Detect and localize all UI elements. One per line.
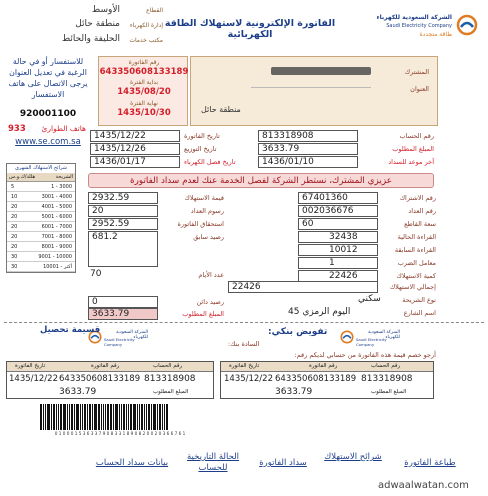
slip-bank-col-account: رقم الحساب <box>371 363 401 369</box>
tariff-range: 8001 - 9000 <box>41 244 72 250</box>
tariff-row <box>7 262 75 272</box>
multiplier: 1 <box>329 258 335 268</box>
amount-due-label: المبلغ المطلوب <box>392 145 434 153</box>
subscriber-address-line <box>251 87 371 88</box>
tariff-rate: 10 <box>11 194 18 200</box>
company-logo <box>352 8 480 48</box>
barcode-bar <box>153 404 156 430</box>
inquiry-notice: للاستفسار أو في حالة الرغبة في تعديل العنوان يرجى الاتصال على هاتف الاستفسار <box>8 57 88 99</box>
meter-panel <box>228 192 438 288</box>
barcode-bar <box>164 404 165 430</box>
barcode-bar <box>141 404 143 430</box>
tariff-rate: 20 <box>11 204 18 210</box>
prev-reading-cell <box>298 244 378 256</box>
account-no-cell <box>258 130 358 142</box>
barcode-bar <box>74 404 75 430</box>
tariff-link[interactable]: شرائح الاستهلاك <box>324 452 382 462</box>
slip-collect-header <box>7 362 213 372</box>
amount-due: 3633.79 <box>262 144 300 154</box>
tariff-row <box>7 252 75 262</box>
admin-value: منطقة حائل <box>75 19 120 29</box>
barcode-bar <box>126 404 127 430</box>
slip-bank-invoice: 643350608133189 <box>275 374 357 384</box>
page-title: الفاتورة الإلكترونية لاستهلاك الطاقة الكهربائية <box>164 18 336 40</box>
slip-table-bank <box>220 361 434 399</box>
tariff-range: 1 - 3000 <box>51 184 72 190</box>
slip-bank-col-date: تاريخ الفاتورة <box>229 363 260 369</box>
subscription-no-cell <box>298 192 378 204</box>
bank-label: السادة بنك: <box>228 340 260 348</box>
days-label: عدد الأيام <box>198 271 224 279</box>
cut-date-cell <box>90 156 180 168</box>
total-cell <box>88 308 158 320</box>
tariff-row <box>7 222 75 232</box>
sec-logo-icon <box>340 330 354 344</box>
disconnect-warning: عزيزي المشترك، نستطر الشركة لفصل الخدمة عنك لعدم سداد الفاتورة <box>88 173 434 188</box>
dist-date: 1435/12/26 <box>94 144 146 154</box>
tariff-row <box>7 182 75 192</box>
pay-invoice-link[interactable]: سداد الفاتورة <box>259 458 307 468</box>
slip-collect-amount: 3633.79 <box>59 387 97 397</box>
tariff-range: 6001 - 7000 <box>41 224 72 230</box>
prev-balance: 681.2 <box>92 232 118 242</box>
barcode <box>40 404 200 430</box>
barcode-bar <box>84 404 86 430</box>
barcode-bar <box>144 404 145 430</box>
amount-due-cell <box>258 143 358 155</box>
website-link[interactable]: www.se.com.sa <box>15 137 81 147</box>
invoice-number-label: رقم الفاتورة <box>128 59 160 66</box>
last-payment: 1436/01/10 <box>262 157 314 167</box>
invoice-date-label: تاريخ الفاتورة <box>184 132 220 140</box>
tariff-rate: 20 <box>11 244 18 250</box>
prev-balance-label: رصيد سابق <box>193 233 224 241</box>
collect-title: قسيمة تحصيل <box>40 325 101 335</box>
current-reading-cell <box>298 231 378 243</box>
multiplier-label: معامل الضرب <box>397 259 436 267</box>
prev-reading-label: القراءة السابقة <box>394 246 436 254</box>
tariff-rate: 5 <box>11 184 15 190</box>
cut-date-label: تاريخ فصل الكهرباء <box>184 158 236 166</box>
total-consumption-cell <box>228 281 378 293</box>
barcode-bar <box>98 404 100 430</box>
slip-collect-col-account: رقم الحساب <box>153 363 183 369</box>
tariff-range: 7001 - 8000 <box>41 234 72 240</box>
slip-bank-header <box>221 362 433 372</box>
barcode-bar <box>166 404 168 430</box>
tariff-range: 4001 - 5000 <box>41 204 72 210</box>
slip-bank-date: 1435/12/22 <box>224 374 273 384</box>
barcode-bar <box>67 404 68 430</box>
slip-bank-col-amount: المبلغ المطلوب <box>371 389 407 395</box>
tariff-header-row <box>7 173 75 182</box>
consumption: 22426 <box>329 271 358 281</box>
current-reading: 32438 <box>329 232 358 242</box>
barcode-bar <box>43 404 44 430</box>
capacity: 60 <box>302 219 314 229</box>
capacity-cell <box>298 218 378 230</box>
barcode-bar <box>113 404 114 430</box>
prev-reading: 10012 <box>329 245 358 255</box>
barcode-bar <box>151 404 152 430</box>
office-label: مكتب خدمات <box>129 37 163 44</box>
meter-no-label: رقم العداد <box>408 207 436 215</box>
account-no-label: رقم الحساب <box>399 132 434 140</box>
office-value: الحليفة والحائط <box>61 34 120 44</box>
tariff-rate: 30 <box>11 254 18 260</box>
due-cell <box>88 218 158 230</box>
prev-balance-cell <box>88 231 158 267</box>
barcode-bar <box>128 404 129 430</box>
bank-authorize-title: تفويض بنكي: <box>268 327 328 337</box>
account-no: 813318908 <box>262 131 314 141</box>
consumption-value: 2932.59 <box>92 193 130 203</box>
barcode-bar <box>92 404 93 430</box>
barcode-bar <box>60 404 62 430</box>
slip-collect-col-amount: المبلغ المطلوب <box>153 389 189 395</box>
invoice-date: 1435/12/22 <box>94 131 146 141</box>
barcode-bar <box>40 404 42 430</box>
slip-collect-account: 813318908 <box>144 374 196 384</box>
account-history-link[interactable]: الحالة التاريخية للحساب <box>186 452 240 473</box>
tariff-rate: 20 <box>11 214 18 220</box>
barcode-bar <box>103 404 104 430</box>
tear-line <box>4 322 484 323</box>
sec-slip-logo-right <box>340 327 400 347</box>
tariff-rate: 20 <box>11 224 18 230</box>
period-start-value: 1435/08/20 <box>117 87 171 97</box>
consumption-value-cell <box>88 192 158 204</box>
meter-no-cell <box>298 205 378 217</box>
barcode-bar <box>159 404 161 430</box>
consumption-label: كمية الاستهلاك <box>396 272 436 280</box>
barcode-bar <box>56 404 57 430</box>
barcode-bar <box>119 404 120 430</box>
bank-instruction: أرجو خصم قيمة هذه الفاتورة من حسابي لديكم رقم: <box>294 351 436 359</box>
total-consumption-label: إجمالي الاستهلاك <box>389 283 436 291</box>
tariff-row <box>7 192 75 202</box>
slip-company-en-left: Saudi Electricity Company <box>104 337 135 347</box>
subscriber-address-label: العنوان <box>410 85 429 93</box>
subscription-no-label: رقم الاشتراك <box>399 194 436 202</box>
tariff-header-range: الشريحة <box>55 174 73 180</box>
barcode-bar <box>121 404 122 430</box>
slip-company-en: Saudi Electricity Company <box>356 337 387 347</box>
watermark: adwaalwatan.com <box>378 480 469 491</box>
barcode-bar <box>133 404 136 430</box>
tariff-row <box>7 242 75 252</box>
dist-date-cell <box>90 143 180 155</box>
subscription-no: 67401360 <box>302 193 348 203</box>
subscriber-panel <box>190 56 438 126</box>
period-end-value: 1435/10/30 <box>117 108 171 118</box>
sector-value: الأوسط <box>91 5 120 15</box>
due: 2952.59 <box>92 219 130 229</box>
slip-collect-col-date: تاريخ الفاتورة <box>15 363 46 369</box>
meter-fee: 20 <box>92 206 104 216</box>
slip-collect-invoice: 643350608133189 <box>59 374 141 384</box>
barcode-bar <box>82 404 83 430</box>
street-value: اليوم الرمزي 45 <box>288 307 351 317</box>
total-label: المبلغ المطلوب <box>182 310 224 318</box>
subscriber-name-redacted <box>271 67 371 75</box>
inquiry-phone: 920001100 <box>19 109 77 119</box>
meter-no: 002036676 <box>302 206 354 216</box>
category-label: نوع الشريحة <box>402 296 436 304</box>
sector-label: القطاع <box>146 7 163 14</box>
category-value: سكني <box>358 294 381 304</box>
slip-bank-account: 813318908 <box>361 374 413 384</box>
barcode-bar <box>58 404 59 430</box>
account-payment-data-link[interactable]: بيانات سداد الحساب <box>95 458 169 468</box>
barcode-bar <box>76 404 79 430</box>
tariff-rate: 30 <box>11 264 18 270</box>
barcode-bar <box>94 404 97 430</box>
current-reading-label: القراءة الحالية <box>397 233 436 241</box>
tariff-header-rate: هللة/ك.و.س <box>9 174 36 180</box>
emergency-label: هاتف الطوارئ <box>41 124 86 133</box>
barcode-bar <box>69 404 70 430</box>
barcode-bar <box>148 404 150 430</box>
slip-bank-col-invoice: رقم الفاتورة <box>309 363 338 369</box>
barcode-digits: 0 1 0 0 0 1 5 3 6 3 3 7 9 0 8 3 3 1 8 9 0 8 2 0 0 2 0 3 6 6 7 6 1 <box>54 431 186 436</box>
emergency-phone: 933 <box>8 124 26 134</box>
paid-label: رصيد دائن <box>196 298 224 306</box>
invoice-date-cell <box>90 130 180 142</box>
barcode-bar <box>80 404 81 430</box>
slip-bank-amount: 3633.79 <box>275 387 313 397</box>
slip-company-ar-left: الشركة السعودية للكهرباء <box>116 330 148 340</box>
barcode-bar <box>162 404 163 430</box>
tariff-title: شرائح الاستهلاك الشهري <box>15 165 67 171</box>
capacity-label: سعة القاطع <box>404 220 436 228</box>
company-name-en: Saudi Electricity Company <box>386 23 452 29</box>
tariff-row <box>7 202 75 212</box>
emergency-line <box>4 124 92 136</box>
subscriber-address-value: منطقة حائل <box>201 105 241 114</box>
barcode-bar <box>89 404 91 430</box>
period-start-label: بداية الفترة <box>129 79 159 86</box>
tariff-row <box>7 232 75 242</box>
barcode-bar <box>87 404 88 430</box>
due-label: استحقاق الفاتورة <box>177 220 224 228</box>
tariff-range: 9001 - 10000 <box>38 254 72 260</box>
barcode-bar <box>137 404 138 430</box>
sec-logo-icon <box>456 14 478 36</box>
barcode-bar <box>105 404 106 430</box>
barcode-bar <box>146 404 147 430</box>
paid: 0 <box>92 297 98 307</box>
period-end-label: نهاية الفترة <box>130 100 158 107</box>
charges-panel <box>88 192 226 322</box>
barcode-bar <box>130 404 132 430</box>
barcode-bar <box>53 404 55 430</box>
company-tagline: طاقة متجددة <box>419 31 452 38</box>
paid-cell <box>88 296 158 308</box>
barcode-bar <box>45 404 46 430</box>
last-payment-label: آخر موعد للسداد <box>388 158 434 166</box>
tariff-range: 3001 - 4000 <box>41 194 72 200</box>
print-invoice-link[interactable]: طباعة الفاتورة <box>404 458 456 468</box>
barcode-bar <box>107 404 109 430</box>
barcode-bar <box>115 404 118 430</box>
tariff-range: 10001 - أكثر <box>43 264 72 270</box>
subscriber-name-label: المشترك <box>404 68 429 76</box>
invoice-number-box <box>98 56 188 126</box>
barcode-bar <box>101 404 102 430</box>
barcode-bar <box>47 404 50 430</box>
tariff-range: 5001 - 6000 <box>41 214 72 220</box>
barcode-bar <box>139 404 140 430</box>
admin-label: إدارة الكهرباء <box>129 22 163 29</box>
total: 3633.79 <box>92 309 130 319</box>
invoice-number-value: 643350608133189 <box>99 67 189 77</box>
tariff-rate: 20 <box>11 234 18 240</box>
company-name-ar: الشركة السعودية للكهرباء <box>376 14 452 21</box>
barcode-bar <box>71 404 73 430</box>
barcode-bar <box>110 404 112 430</box>
total-consumption: 22426 <box>232 282 261 292</box>
last-payment-cell <box>258 156 358 168</box>
barcode-bar <box>157 404 158 430</box>
slip-company-ar: الشركة السعودية للكهرباء <box>368 330 400 340</box>
tariff-row <box>7 212 75 222</box>
sector-block <box>30 5 120 49</box>
barcode-bar <box>51 404 52 430</box>
slip-collect-col-invoice: رقم الفاتورة <box>91 363 120 369</box>
slip-table-collect <box>6 361 214 399</box>
street-label: اسم الشارع <box>403 309 436 317</box>
dist-date-label: تاريخ التوزيع <box>184 145 217 153</box>
account-info-grid <box>90 130 438 170</box>
barcode-bar <box>63 404 66 430</box>
consumption-value-label: قيمة الاستهلاك <box>184 194 224 202</box>
days-value: 70 <box>90 269 102 279</box>
meter-fee-cell <box>88 205 158 217</box>
slip-collect-date: 1435/12/22 <box>9 374 58 384</box>
tariff-table <box>6 163 76 273</box>
cut-date: 1436/01/17 <box>94 157 146 167</box>
meter-fee-label: رسوم العداد <box>190 207 224 215</box>
multiplier-cell <box>298 257 378 269</box>
barcode-bar <box>123 404 125 430</box>
tariff-rows <box>7 182 75 272</box>
